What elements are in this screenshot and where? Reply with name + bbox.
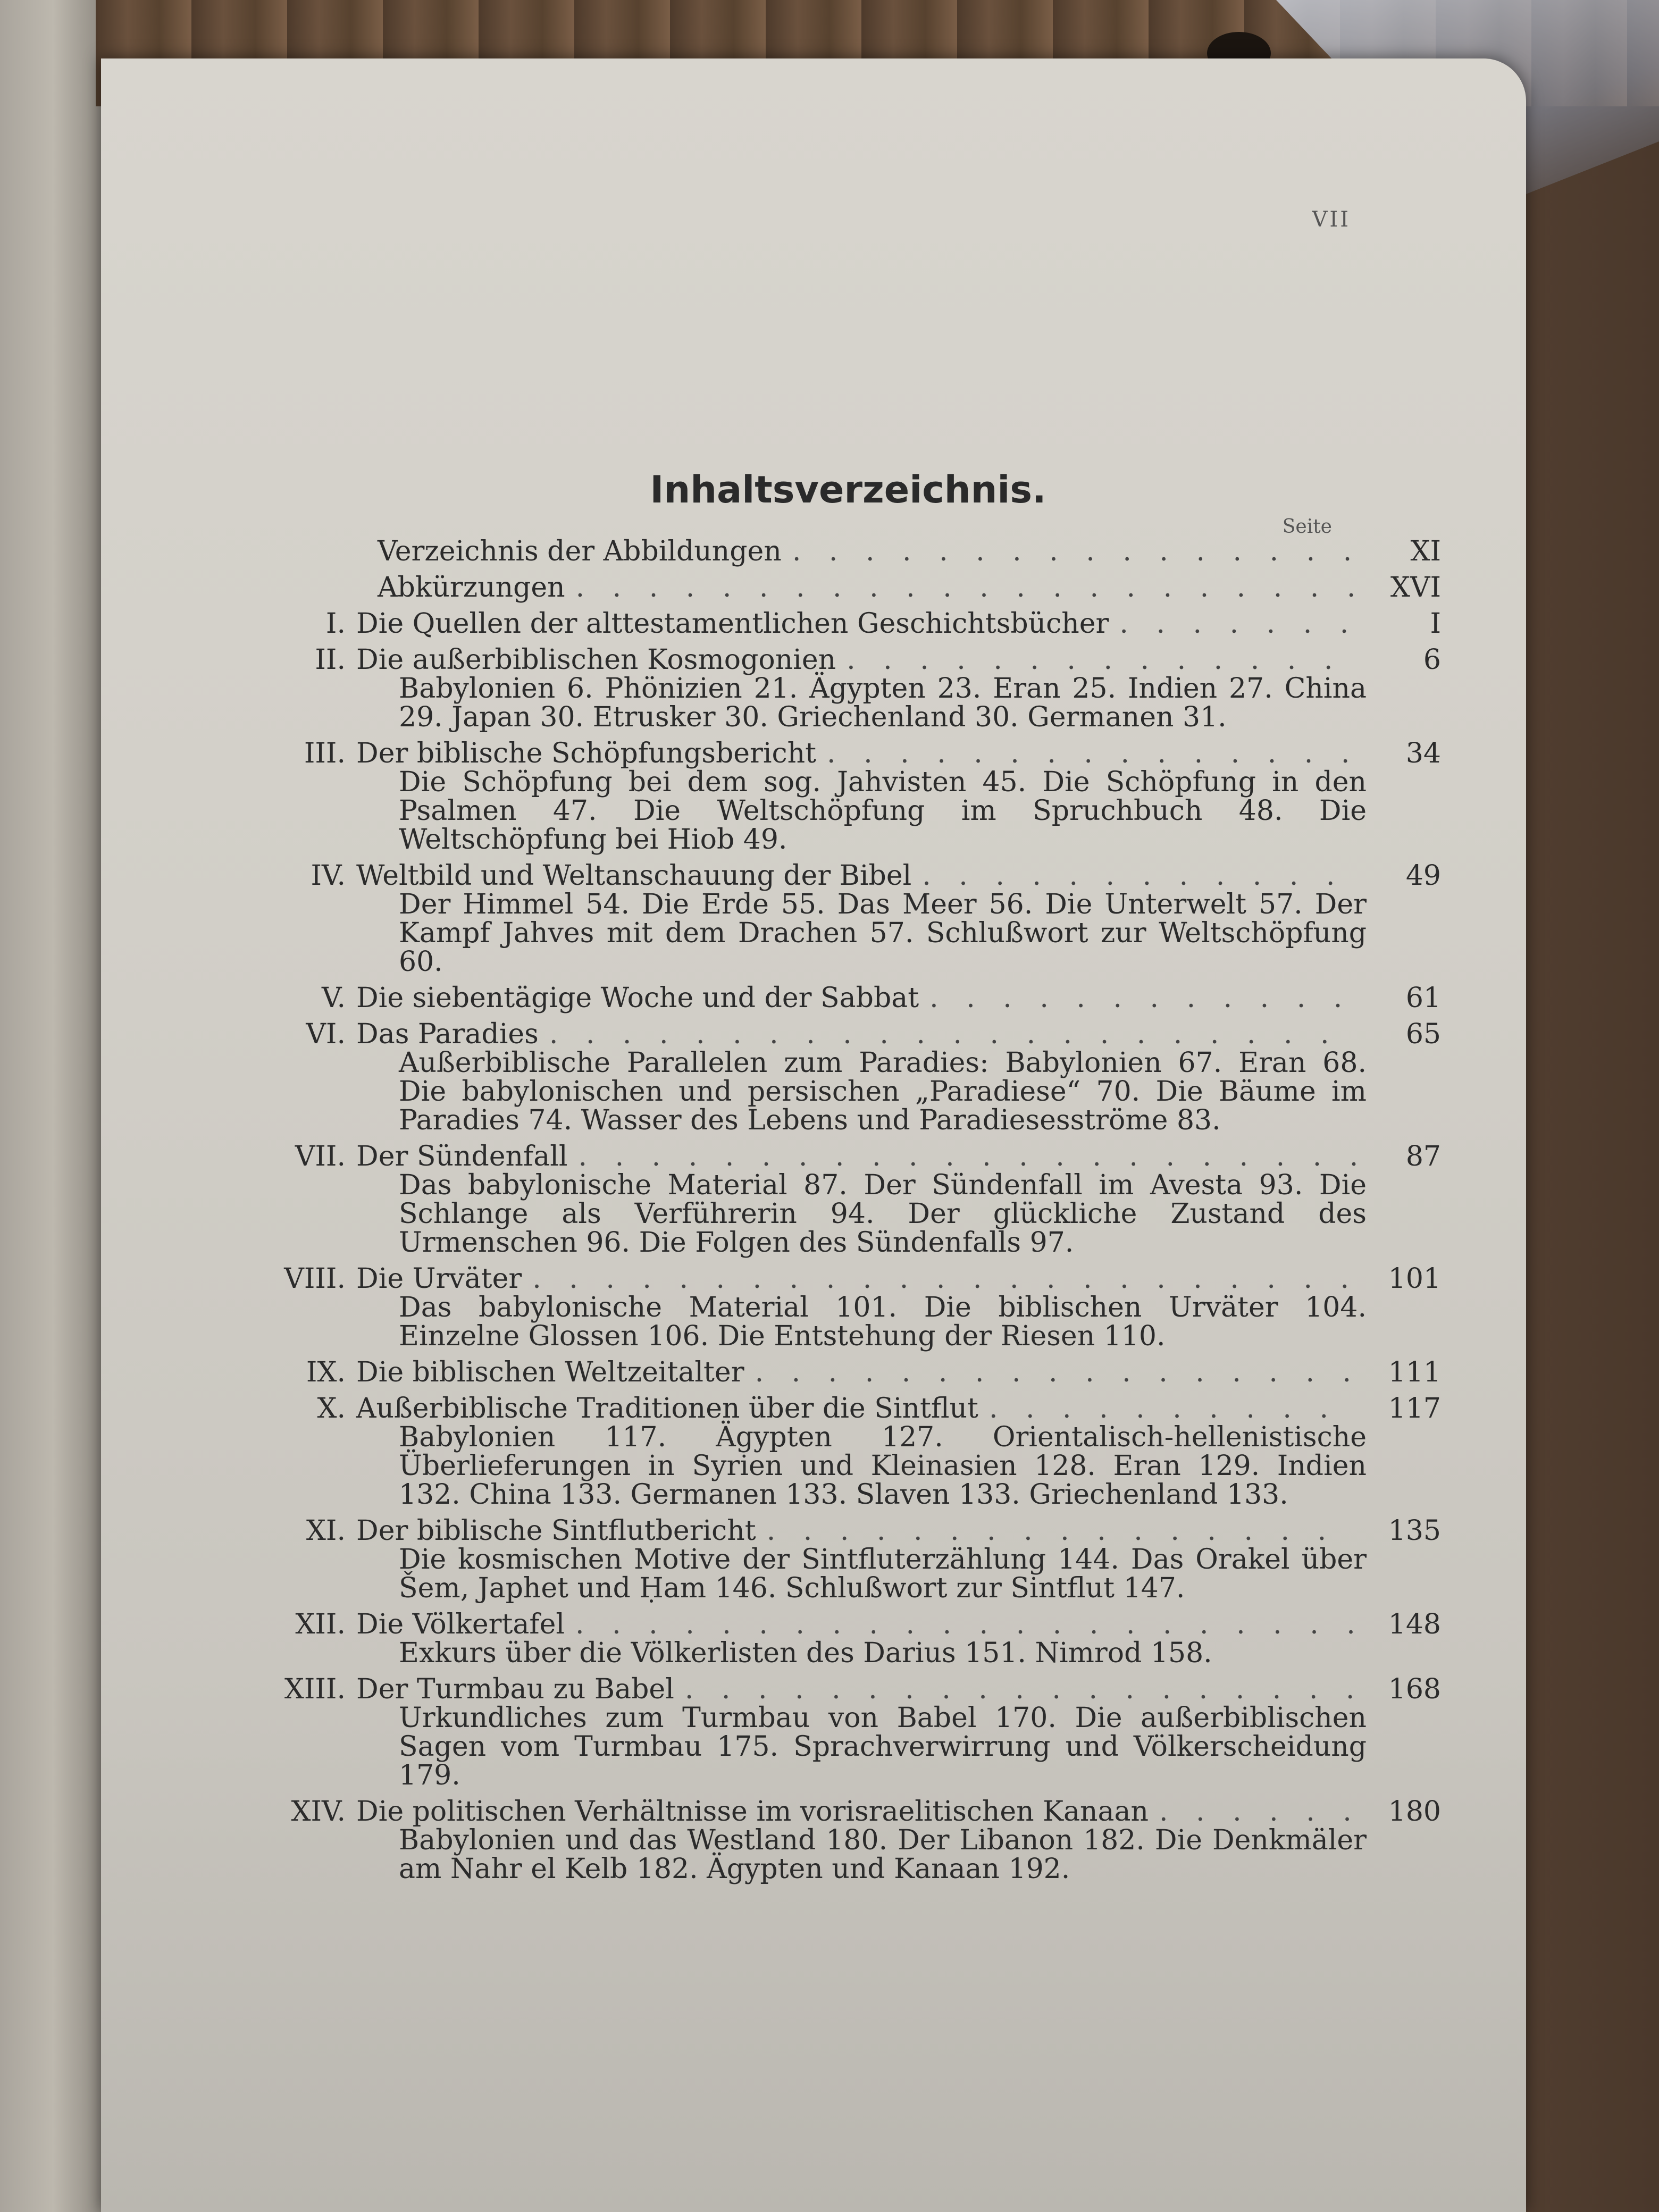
toc-entry-chapter <box>306 1356 1441 1388</box>
chapter-subsections: Die Schöpfung bei dem sog. Jahvisten 45. Die Schöpfung in den Psalmen 47. Die Weltschöpfung im Spruchbuch 48. Die Weltschöpfung bei Hiob 49. <box>399 766 1367 856</box>
chapter-subsections: Exkurs über die Völkerlisten des Darius 151. Nimrod 158. <box>399 1637 1212 1669</box>
chapter-subsections: Die kosmischen Motive der Sintfluterzählung 144. Das Orakel über Šem, Japhet und Ḥam 146. Schlußwort zur Sintflut 147. <box>399 1544 1367 1604</box>
chapter-number: VIII. <box>284 1263 346 1295</box>
leader-dots <box>922 861 1356 890</box>
chapter-page: 87 <box>1405 1141 1441 1172</box>
leader-dots <box>755 1358 1356 1387</box>
chapter-page: 111 <box>1388 1356 1441 1388</box>
chapter-title: Der biblische Sintflutbericht <box>356 1515 756 1547</box>
chapter-number: IV. <box>311 860 346 892</box>
chapter-number: XIII. <box>284 1673 346 1705</box>
chapter-number: IX. <box>306 1356 346 1388</box>
toc-entry-title: Abkürzungen <box>378 572 565 604</box>
chapter-page: 65 <box>1405 1018 1441 1050</box>
chapter-number: XII. <box>295 1608 346 1640</box>
leader-dots <box>929 984 1356 1012</box>
toc-entry-front-matter-2 <box>356 573 1441 602</box>
chapter-title: Die Quellen der alttestamentlichen Geschichtsbücher <box>356 608 1109 640</box>
chapter-subsections: Urkundliches zum Turmbau von Babel 170. Die außerbiblischen Sagen vom Turmbau 175. Sprachverwirrung und Völkerscheidung 179. <box>399 1702 1367 1791</box>
chapter-title: Die außerbiblischen Kosmogonien <box>356 644 836 676</box>
chapter-title: Weltbild und Weltanschauung der Bibel <box>356 860 912 892</box>
chapter-subsections: Das babylonische Material 87. Der Sündenfall im Avesta 93. Die Schlange als Verführerin 94. Der glückliche Zustand des Urmenschen 96. Die Folgen des Sündenfalls 97. <box>399 1169 1367 1259</box>
toc-entry-title: Verzeichnis der Abbildungen <box>378 535 782 567</box>
chapter-title: Das Paradies <box>356 1018 539 1050</box>
chapter-title: Der Sündenfall <box>356 1141 568 1172</box>
chapter-subsections: Babylonien 117. Ägypten 127. Orientalisch-hellenistische Überlieferungen in Syrien und Kleinasien 128. Eran 129. Indien 132. China 133. Germanen 133. Slaven 133. Griechenland 133. <box>399 1421 1367 1511</box>
toc-entry-chapter <box>315 644 1441 733</box>
toc-entry-page: XVI <box>1390 572 1441 604</box>
chapter-subsections: Das babylonische Material 101. Die biblischen Urväter 104. Einzelne Glossen 106. Die Entstehung der Riesen 110. <box>399 1292 1367 1352</box>
toc-entry-chapter <box>295 1608 1441 1669</box>
chapter-number: X. <box>317 1393 346 1425</box>
chapter-title: Die Völkertafel <box>356 1608 565 1640</box>
chapter-number: I. <box>325 608 346 640</box>
chapter-number: III. <box>304 738 346 769</box>
chapter-number: II. <box>315 644 346 676</box>
leader-dots <box>827 739 1356 768</box>
toc-entry-chapter <box>295 1141 1441 1259</box>
leader-dots <box>685 1675 1356 1704</box>
chapter-title: Die politischen Verhältnisse im vorisraelitischen Kanaan <box>356 1796 1149 1828</box>
chapter-page: 49 <box>1405 860 1441 892</box>
chapter-title: Außerbiblische Traditionen über die Sintflut <box>356 1393 978 1425</box>
chapter-subsections: Außerbiblische Parallelen zum Paradies: Babylonien 67. Eran 68. Die babylonischen und persischen „Paradiese“ 70. Die Bäume im Paradies 74. Wasser des Lebens und Paradiesesströme 83. <box>399 1047 1367 1136</box>
leader-dots <box>579 1142 1356 1171</box>
toc-entry-chapter <box>304 738 1441 856</box>
chapter-page: 148 <box>1388 1608 1441 1640</box>
leader-dots <box>575 1610 1356 1639</box>
toc-entry-front-matter-1 <box>356 537 1441 566</box>
chapter-page: 117 <box>1388 1393 1441 1425</box>
toc-entry-chapter <box>325 608 1441 640</box>
page-number: VII <box>1312 207 1351 232</box>
chapter-page: 135 <box>1388 1515 1441 1547</box>
toc-entry-chapter <box>311 860 1441 978</box>
chapter-number: VI. <box>306 1018 346 1050</box>
toc-entry-chapter <box>306 1515 1441 1604</box>
toc-entry-chapter <box>317 1393 1441 1511</box>
toc-entry-chapter <box>291 1796 1441 1885</box>
table-of-contents <box>284 535 1441 1891</box>
toc-entry-chapter <box>306 1018 1441 1136</box>
leader-dots <box>989 1394 1356 1423</box>
chapter-number: XIV. <box>291 1796 346 1828</box>
chapter-page: 34 <box>1405 738 1441 769</box>
chapter-page: 6 <box>1423 644 1441 676</box>
page-column-header: Seite <box>1282 516 1332 538</box>
chapter-title: Die Urväter <box>356 1263 522 1295</box>
chapter-number: VII. <box>295 1141 346 1172</box>
chapter-page: I <box>1430 608 1441 640</box>
toc-entry-page: XI <box>1410 535 1441 567</box>
chapter-page: 180 <box>1388 1796 1441 1828</box>
toc-entry-chapter <box>322 982 1441 1014</box>
page-title: Inhaltsverzeichnis. <box>650 468 1046 512</box>
chapter-title: Der biblische Schöpfungsbericht <box>356 738 817 769</box>
leader-dots <box>792 537 1356 566</box>
chapter-page: 168 <box>1388 1673 1441 1705</box>
book-page <box>101 58 1526 2212</box>
leader-dots <box>1119 609 1356 638</box>
adjacent-page-edge <box>0 0 106 2212</box>
leader-dots <box>576 573 1356 602</box>
leader-dots <box>532 1264 1356 1293</box>
leader-dots <box>847 646 1356 674</box>
chapter-title: Der Turmbau zu Babel <box>356 1673 674 1705</box>
chapter-page: 61 <box>1405 982 1441 1014</box>
toc-entry-chapter <box>284 1673 1441 1791</box>
chapter-page: 101 <box>1388 1263 1441 1295</box>
chapter-subsections: Der Himmel 54. Die Erde 55. Das Meer 56. Die Unterwelt 57. Der Kampf Jahves mit dem Drachen 57. Schlußwort zur Weltschöpfung 60. <box>399 889 1367 978</box>
leader-dots <box>1159 1797 1356 1826</box>
chapter-subsections: Babylonien 6. Phönizien 21. Ägypten 23. Eran 25. Indien 27. China 29. Japan 30. Etrusker 30. Griechenland 30. Germanen 31. <box>399 673 1367 733</box>
leader-dots <box>549 1020 1356 1049</box>
chapter-title: Die biblischen Weltzeitalter <box>356 1356 744 1388</box>
toc-entry-chapter <box>284 1263 1441 1352</box>
chapter-number: V. <box>322 982 346 1014</box>
leader-dots <box>767 1516 1356 1545</box>
chapter-number: XI. <box>306 1515 346 1547</box>
chapter-title: Die siebentägige Woche und der Sabbat <box>356 982 919 1014</box>
chapter-subsections: Babylonien und das Westland 180. Der Libanon 182. Die Denkmäler am Nahr el Kelb 182. Ägypten und Kanaan 192. <box>399 1824 1367 1885</box>
